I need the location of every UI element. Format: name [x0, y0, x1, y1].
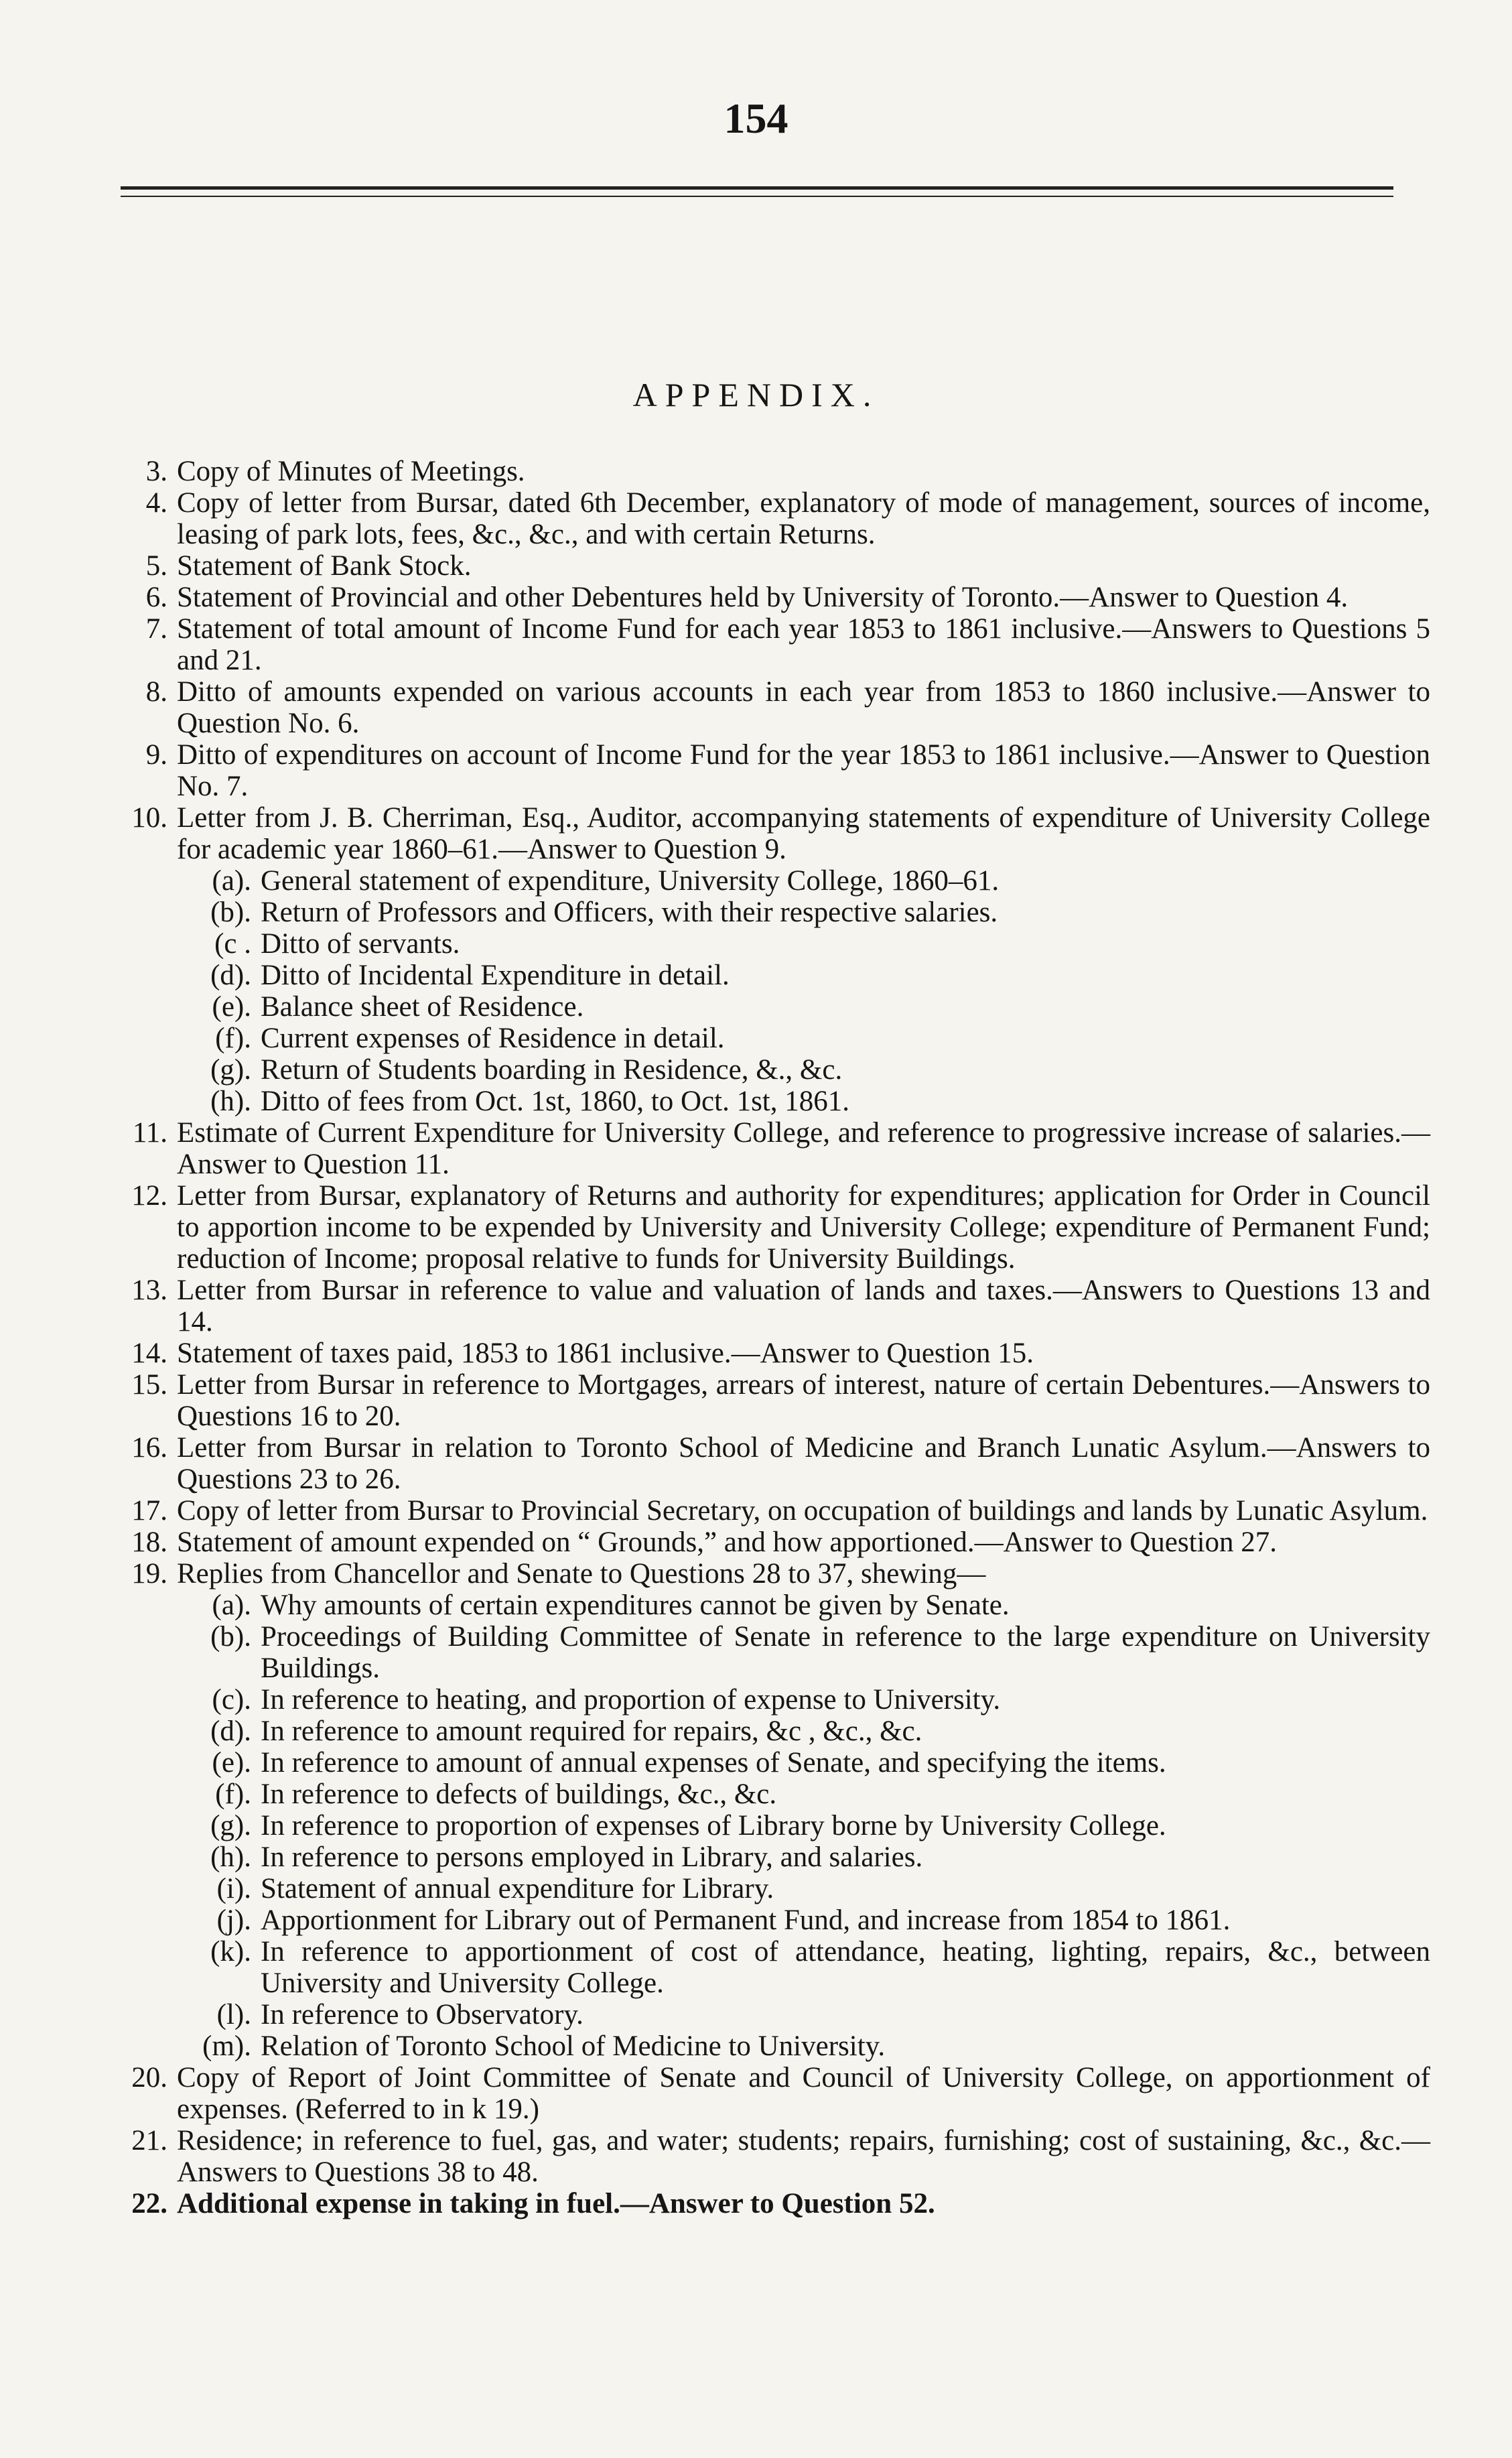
item-text: Copy of Minutes of Meetings. — [177, 456, 525, 487]
appendix-subitem — [100, 1054, 1430, 1086]
appendix-subitem — [100, 1684, 1430, 1716]
item-text: Statement of Bank Stock. — [177, 550, 472, 582]
item-text: Statement of Provincial and other Debentures held by University of Toronto.—Answer to Question 4. — [177, 582, 1349, 613]
appendix-item — [100, 1117, 1430, 1180]
item-number: 18. — [131, 1527, 167, 1558]
item-number: 6. — [145, 582, 167, 613]
item-number: 10. — [131, 802, 167, 834]
appendix-subitem — [100, 1621, 1430, 1684]
appendix-subitem — [100, 2030, 1430, 2062]
item-number: (b). — [210, 897, 251, 928]
item-text: Residence; in reference to fuel, gas, and water; students; repairs, furnishing; cost of sustaining, &c., &c.—Answers to Questions 38 to 48. — [177, 2125, 1430, 2188]
item-number: 7. — [145, 613, 167, 645]
item-text: Copy of letter from Bursar, dated 6th December, explanatory of mode of management, sources of income, leasing of park lots, fees, &c., &c., and with certain Returns. — [177, 487, 1430, 550]
item-number: (l). — [216, 1999, 251, 2030]
item-text: Why amounts of certain expenditures cannot be given by Senate. — [261, 1590, 1010, 1621]
item-text: Relation of Toronto School of Medicine to University. — [261, 2030, 886, 2062]
appendix-subitem — [100, 1023, 1430, 1054]
appendix-item — [100, 2062, 1430, 2125]
item-number: (h). — [210, 1841, 251, 1873]
item-number: 9. — [145, 739, 167, 771]
item-number: 14. — [131, 1338, 167, 1369]
appendix-item — [100, 1369, 1430, 1432]
appendix-item — [100, 613, 1430, 676]
item-number: (c). — [212, 1684, 251, 1716]
item-number: (a). — [212, 865, 251, 897]
appendix-item — [100, 1527, 1430, 1558]
item-number: (e). — [212, 991, 251, 1023]
item-text: In reference to Observatory. — [261, 1999, 583, 2030]
item-number: 17. — [131, 1495, 167, 1527]
appendix-subitem — [100, 897, 1430, 928]
header-rule — [121, 186, 1393, 190]
appendix-heading: APPENDIX. — [632, 376, 880, 413]
appendix-item — [100, 1558, 1430, 1590]
item-number: 5. — [145, 550, 167, 582]
item-text: Replies from Chancellor and Senate to Questions 28 to 37, shewing— — [177, 1558, 986, 1590]
item-number: (g). — [210, 1810, 251, 1841]
appendix-subitem — [100, 1999, 1430, 2030]
appendix-item — [100, 582, 1430, 613]
item-text: Additional expense in taking in fuel.—Answer to Question 52. — [177, 2188, 935, 2219]
item-text: Return of Professors and Officers, with their respective salaries. — [261, 897, 998, 928]
item-text: Apportionment for Library out of Permanent Fund, and increase from 1854 to 1861. — [261, 1904, 1231, 1936]
item-number: 15. — [131, 1369, 167, 1401]
appendix-subitem — [100, 1904, 1430, 1936]
item-number: (k). — [210, 1936, 251, 1967]
item-text: Balance sheet of Residence. — [261, 991, 584, 1023]
item-text: General statement of expenditure, University College, 1860–61. — [261, 865, 1000, 897]
appendix-list — [100, 456, 1430, 2219]
item-text: Letter from Bursar in relation to Toronto School of Medicine and Branch Lunatic Asylum.—Answers to Questions 23 to 26. — [177, 1432, 1430, 1495]
item-number: (h). — [210, 1086, 251, 1117]
appendix-subitem — [100, 1841, 1430, 1873]
item-text: Ditto of Incidental Expenditure in detail. — [261, 960, 730, 991]
item-number: 21. — [131, 2125, 167, 2156]
item-text: Letter from Bursar in reference to Mortgages, arrears of interest, nature of certain Debentures.—Answers to Questions 16 to 20. — [177, 1369, 1430, 1432]
item-text: In reference to apportionment of cost of attendance, heating, lighting, repairs, &c., between University and University College. — [261, 1936, 1430, 1999]
item-text: Current expenses of Residence in detail. — [261, 1023, 725, 1054]
item-text: Ditto of servants. — [261, 928, 460, 960]
item-number: (c . — [214, 928, 251, 960]
item-number: (d). — [210, 1716, 251, 1747]
item-text: Statement of taxes paid, 1853 to 1861 inclusive.—Answer to Question 15. — [177, 1338, 1034, 1369]
appendix-item — [100, 456, 1430, 487]
item-text: In reference to persons employed in Library, and salaries. — [261, 1841, 923, 1873]
item-text: Ditto of fees from Oct. 1st, 1860, to Oct. 1st, 1861. — [261, 1086, 850, 1117]
item-text: Proceedings of Building Committee of Senate in reference to the large expenditure on University Buildings. — [261, 1621, 1430, 1684]
item-text: In reference to defects of buildings, &c., &c. — [261, 1778, 777, 1810]
item-number: (i). — [216, 1873, 251, 1904]
item-number: 19. — [131, 1558, 167, 1590]
item-number: (f). — [215, 1023, 251, 1054]
appendix-item — [100, 1432, 1430, 1495]
page-number: 154 — [724, 94, 788, 142]
item-number: 22. — [131, 2188, 167, 2219]
appendix-item — [100, 2125, 1430, 2188]
item-text: Letter from Bursar, explanatory of Returns and authority for expenditures; application for Order in Council to apportion income to be expended by University and University College; expenditure of Permanent Fund; reduction of Income; proposal relative to funds for University Buildings. — [177, 1180, 1430, 1275]
appendix-item — [100, 1495, 1430, 1527]
header-rule-thin — [121, 196, 1393, 197]
appendix-subitem — [100, 991, 1430, 1023]
appendix-subitem — [100, 1936, 1430, 1999]
item-text: Letter from Bursar in reference to value and valuation of lands and taxes.—Answers to Questions 13 and 14. — [177, 1275, 1430, 1338]
item-number: 16. — [131, 1432, 167, 1464]
appendix-item — [100, 2188, 1430, 2219]
item-text: In reference to amount required for repairs, &c , &c., &c. — [261, 1716, 922, 1747]
item-text: In reference to heating, and proportion of expense to University. — [261, 1684, 1001, 1716]
item-text: Ditto of expenditures on account of Income Fund for the year 1853 to 1861 inclusive.—Answer to Question No. 7. — [177, 739, 1430, 802]
appendix-subitem — [100, 1747, 1430, 1778]
appendix-subitem — [100, 928, 1430, 960]
appendix-item — [100, 1338, 1430, 1369]
appendix-subitem — [100, 1810, 1430, 1841]
item-number: 11. — [132, 1117, 167, 1149]
item-number: (m). — [202, 2030, 251, 2062]
appendix-subitem — [100, 1590, 1430, 1621]
item-number: (d). — [210, 960, 251, 991]
appendix-subitem — [100, 1778, 1430, 1810]
item-number: 8. — [145, 676, 167, 708]
item-number: (g). — [210, 1054, 251, 1086]
appendix-subitem — [100, 1086, 1430, 1117]
appendix-subitem — [100, 1873, 1430, 1904]
item-number: 13. — [131, 1275, 167, 1306]
appendix-subitem — [100, 960, 1430, 991]
item-text: Statement of annual expenditure for Library. — [261, 1873, 774, 1904]
item-text: Letter from J. B. Cherriman, Esq., Auditor, accompanying statements of expenditure of University College for academic year 1860–61.—Answer to Question 9. — [177, 802, 1430, 865]
appendix-item — [100, 802, 1430, 865]
item-number: (a). — [212, 1590, 251, 1621]
item-text: Return of Students boarding in Residence, &., &c. — [261, 1054, 843, 1086]
item-text: Copy of Report of Joint Committee of Senate and Council of University College, on apportionment of expenses. (Referred to in k 19.) — [177, 2062, 1430, 2125]
item-number: 20. — [131, 2062, 167, 2093]
appendix-item — [100, 1180, 1430, 1275]
item-number: (b). — [210, 1621, 251, 1653]
item-text: Ditto of amounts expended on various accounts in each year from 1853 to 1860 inclusive.—Answer to Question No. 6. — [177, 676, 1430, 739]
item-text: Estimate of Current Expenditure for University College, and reference to progressive increase of salaries.—Answer to Question 11. — [177, 1117, 1430, 1180]
item-text: Statement of total amount of Income Fund for each year 1853 to 1861 inclusive.—Answers to Questions 5 and 21. — [177, 613, 1430, 676]
appendix-item — [100, 487, 1430, 550]
item-number: 4. — [145, 487, 167, 519]
appendix-item — [100, 1275, 1430, 1338]
appendix-item — [100, 676, 1430, 739]
item-text: In reference to proportion of expenses of Library borne by University College. — [261, 1810, 1166, 1841]
appendix-subitem — [100, 1716, 1430, 1747]
appendix-subitem — [100, 865, 1430, 897]
item-number: 3. — [145, 456, 167, 487]
item-text: Copy of letter from Bursar to Provincial Secretary, on occupation of buildings and lands by Lunatic Asylum. — [177, 1495, 1428, 1527]
appendix-item — [100, 739, 1430, 802]
item-number: (j). — [216, 1904, 251, 1936]
item-number: (f). — [215, 1778, 251, 1810]
item-text: In reference to amount of annual expenses of Senate, and specifying the items. — [261, 1747, 1166, 1778]
item-number: (e). — [212, 1747, 251, 1778]
item-text: Statement of amount expended on “ Grounds,” and how apportioned.—Answer to Question 27. — [177, 1527, 1278, 1558]
item-number: 12. — [131, 1180, 167, 1212]
appendix-item — [100, 550, 1430, 582]
